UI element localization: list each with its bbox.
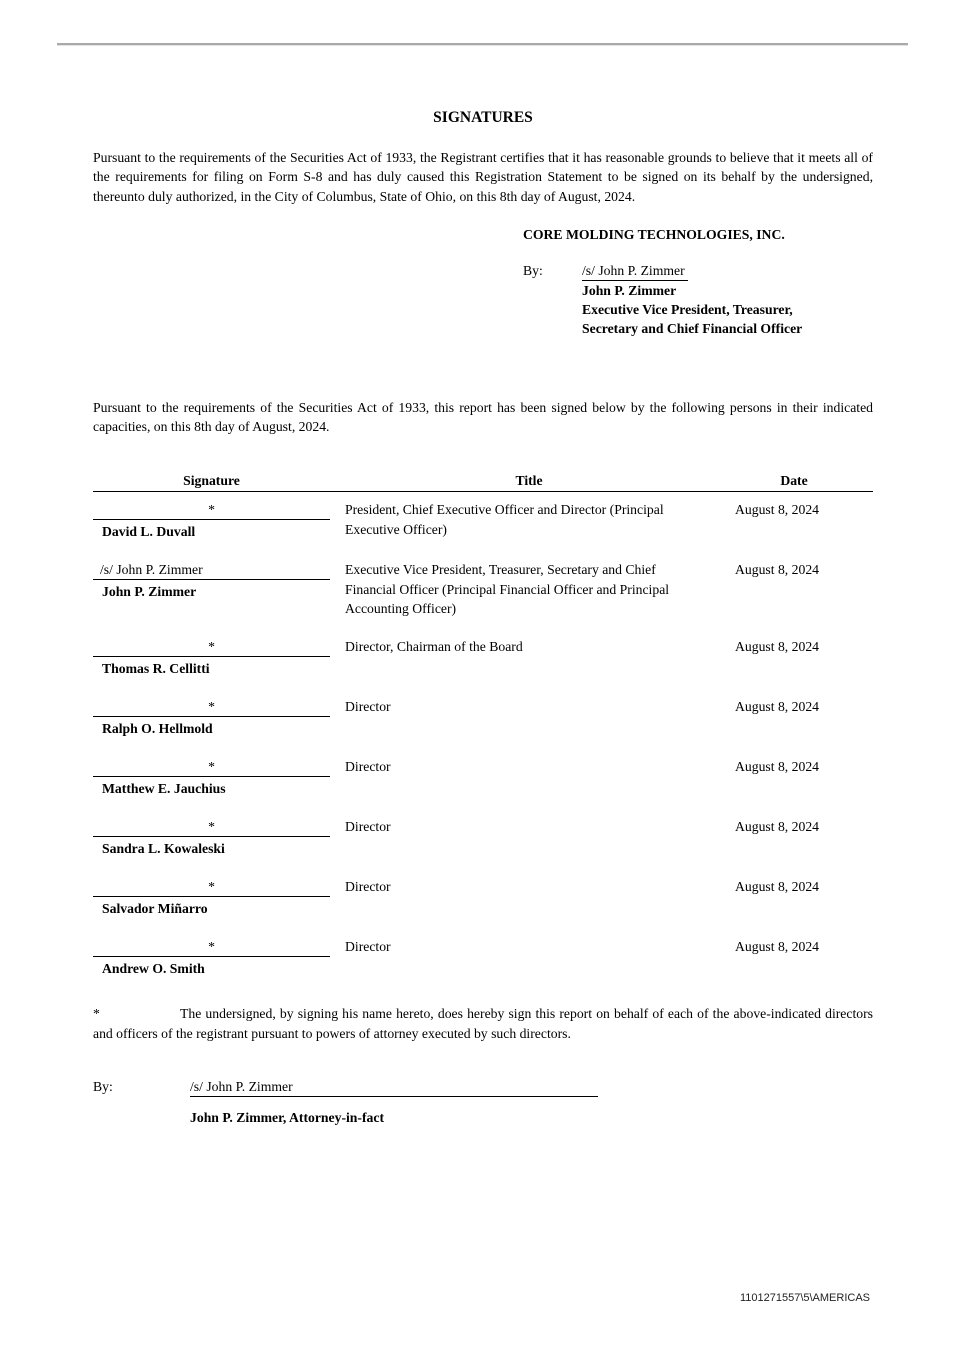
signature-date: August 8, 2024 bbox=[735, 939, 820, 955]
attorney-signature: /s/ John P. Zimmer bbox=[190, 1077, 598, 1097]
signer-title: Director bbox=[345, 819, 391, 835]
column-header-title: Title bbox=[515, 473, 543, 489]
signature-date: August 8, 2024 bbox=[735, 639, 820, 655]
signature-mark: * bbox=[93, 500, 330, 520]
officer-name: John P. Zimmer bbox=[582, 282, 677, 298]
signer-title: Executive Vice President, Treasurer, Secretary and Chief Financial Officer (Principal Financial Officer and Principal Accounting Officer) bbox=[345, 562, 670, 617]
officer-title-line1: Executive Vice President, Treasurer, bbox=[582, 301, 793, 317]
signer-title: Director, Chairman of the Board bbox=[345, 639, 523, 655]
signer-title: Director bbox=[345, 759, 391, 775]
attorney-name: John P. Zimmer, Attorney-in-fact bbox=[190, 1109, 385, 1125]
table-header-row bbox=[93, 472, 873, 492]
signature-mark: * bbox=[93, 817, 330, 837]
signer-name: Thomas R. Cellitti bbox=[102, 661, 210, 677]
table-row bbox=[93, 817, 873, 858]
signature-mark: * bbox=[93, 637, 330, 657]
intro-paragraph: Pursuant to the requirements of the Securities Act of 1933, the Registrant certifies that it has reasonable grounds to believe that it meets all of the requirements for filing on Form S-8 and has duly caused this Registration Statement to be signed on its behalf by the undersigned, thereunto duly authorized, in the City of Columbus, State of Ohio, on this 8th day of August, 2024. bbox=[93, 150, 873, 204]
attorney-signature-block bbox=[93, 1077, 873, 1127]
table-row bbox=[93, 697, 873, 738]
capacities-paragraph: Pursuant to the requirements of the Securities Act of 1933, this report has been signed below by the following persons in their indicated capacities, on this 8th day of August, 2024. bbox=[93, 399, 873, 435]
document-id-footer: 1101271557\5\AMERICAS bbox=[739, 1292, 870, 1304]
signature-date: August 8, 2024 bbox=[735, 699, 820, 715]
company-name: CORE MOLDING TECHNOLOGIES, INC. bbox=[523, 226, 785, 242]
signer-title: Director bbox=[345, 879, 391, 895]
signer-name: David L. Duvall bbox=[102, 524, 196, 540]
table-row bbox=[93, 757, 873, 798]
table-row bbox=[93, 937, 873, 978]
signer-name: Sandra L. Kowaleski bbox=[102, 841, 225, 857]
signer-name: Ralph O. Hellmold bbox=[102, 721, 213, 737]
signature-date: August 8, 2024 bbox=[735, 759, 820, 775]
officer-title-line2: Secretary and Chief Financial Officer bbox=[582, 320, 803, 336]
table-row bbox=[93, 560, 873, 618]
column-header-date: Date bbox=[780, 473, 808, 489]
signature-date: August 8, 2024 bbox=[735, 819, 820, 835]
table-row bbox=[93, 877, 873, 918]
signature-mark: * bbox=[93, 697, 330, 717]
signature-mark: * bbox=[93, 757, 330, 777]
footnote-text: The undersigned, by signing his name hereto, does hereby sign this report on behalf of each of the above-indicated directors and officers of the registrant pursuant to powers of attorney executed by such directors. bbox=[93, 1006, 873, 1041]
signature-date: August 8, 2024 bbox=[735, 502, 820, 518]
officer-signature-block bbox=[523, 261, 873, 338]
officer-signature: /s/ John P. Zimmer bbox=[582, 261, 688, 281]
signer-name: John P. Zimmer bbox=[102, 584, 197, 600]
signature-mark: * bbox=[93, 937, 330, 957]
column-header-signature: Signature bbox=[183, 473, 240, 489]
signature-date: August 8, 2024 bbox=[735, 879, 820, 895]
footnote bbox=[93, 1004, 873, 1043]
by-label: By: bbox=[523, 262, 543, 278]
signature-table bbox=[93, 472, 873, 978]
signer-title: Director bbox=[345, 939, 391, 955]
by-label: By: bbox=[93, 1078, 113, 1094]
table-body bbox=[93, 492, 873, 978]
signature-date: August 8, 2024 bbox=[735, 562, 820, 578]
page-content bbox=[93, 0, 873, 1127]
signature-mark: * bbox=[93, 877, 330, 897]
signer-name: Matthew E. Jauchius bbox=[102, 781, 226, 797]
signer-name: Andrew O. Smith bbox=[102, 961, 205, 977]
signatures-heading: SIGNATURES bbox=[433, 109, 533, 126]
signer-name: Salvador Miñarro bbox=[102, 901, 208, 917]
signer-title: President, Chief Executive Officer and Director (Principal Executive Officer) bbox=[345, 502, 664, 537]
footnote-marker: * bbox=[93, 1006, 100, 1022]
table-row bbox=[93, 637, 873, 678]
signer-title: Director bbox=[345, 699, 391, 715]
signature-mark: /s/ John P. Zimmer bbox=[93, 560, 330, 580]
table-row bbox=[93, 500, 873, 541]
